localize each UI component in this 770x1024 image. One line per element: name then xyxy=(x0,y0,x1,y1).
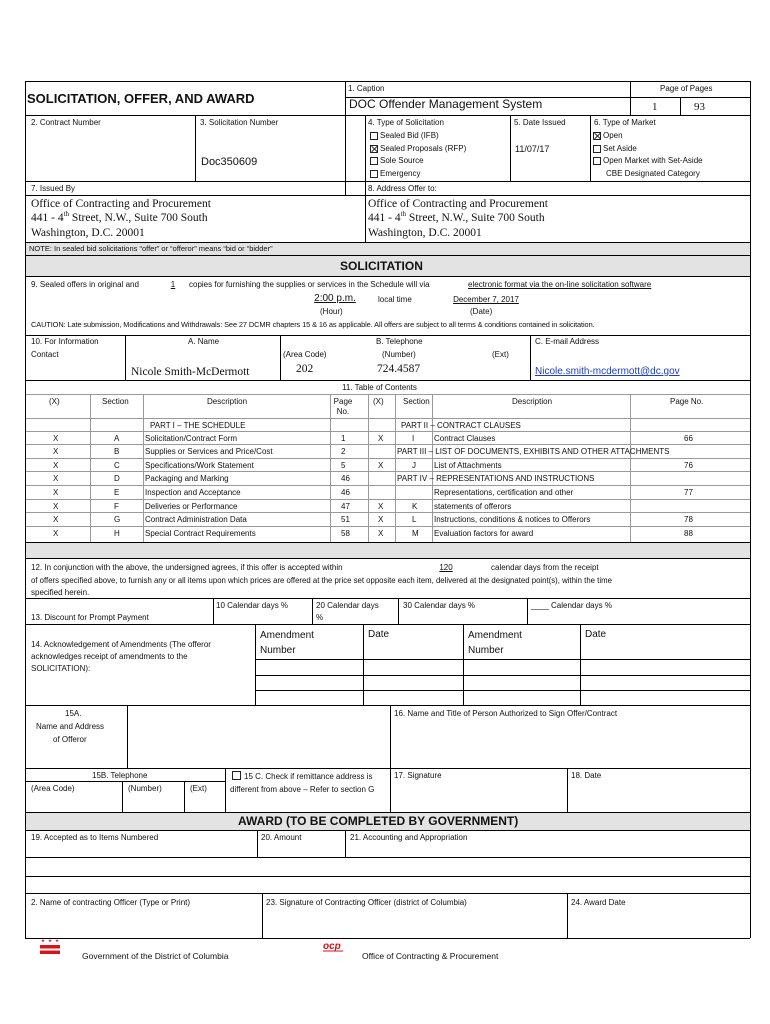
offer-text-d: specified herein. xyxy=(31,588,90,597)
toc-row-k-description-2: statements of offerors xyxy=(434,502,512,511)
contact-area-code[interactable]: 202 xyxy=(296,363,314,375)
toc-row-description: Specifications/Work Statement xyxy=(145,461,254,470)
date-issued[interactable]: 11/07/17 xyxy=(515,144,550,154)
toc-row-page: 51 xyxy=(341,515,350,524)
market-type-option-label: Open xyxy=(603,131,623,140)
toc-row-i-page: 66 xyxy=(684,434,693,443)
toc-row-k-description-1: Representations, certification and other xyxy=(434,488,574,497)
toc-row-x: X xyxy=(53,515,59,524)
toc-row-i-section: I xyxy=(412,434,415,443)
signature-label: 17. Signature xyxy=(394,771,442,780)
accepted-items-label: 19. Accepted as to Items Numbered xyxy=(31,833,159,842)
ocp-logo xyxy=(323,939,345,955)
issued-by-label: 7. Issued By xyxy=(31,184,76,193)
discount-10-days[interactable]: 10 Calendar days % xyxy=(216,601,289,610)
offeror-label-3: of Offeror xyxy=(53,735,87,744)
contracting-officer-name-label: 2. Name of contracting Officer (Type or Print) xyxy=(31,898,191,907)
solicitation-number-label: 3. Solicitation Number xyxy=(200,118,279,127)
market-type-option-label: Set Aside xyxy=(603,143,637,153)
toc-row-section: H xyxy=(114,529,120,538)
toc-part-3: PART III – LIST OF DOCUMENTS, EXHIBITS AND OTHER ATTACHMENTS xyxy=(397,447,670,456)
deadline-hour[interactable]: 2:00 p.m. xyxy=(314,293,356,304)
toc-row-k-page: 77 xyxy=(684,488,693,497)
toc-row-i-description: Contract Clauses xyxy=(434,434,496,443)
address-offer-line-1: Office of Contracting and Procurement xyxy=(368,198,548,210)
contact-number[interactable]: 724.4587 xyxy=(377,363,421,375)
toc-row-description: Supplies or Services and Price/Cost xyxy=(145,447,273,456)
deadline-date[interactable]: December 7, 2017 xyxy=(453,295,519,304)
market-type-label: 6. Type of Market xyxy=(594,118,656,127)
toc-col-section-right: Section xyxy=(403,397,430,406)
page-of-pages-label: Page of Pages xyxy=(660,84,713,93)
toc-row-section: G xyxy=(114,515,121,524)
email-label: C. E-mail Address xyxy=(535,337,600,346)
discount-30-days[interactable]: 30 Calendar days % xyxy=(403,601,476,610)
dc-flag-logo xyxy=(40,939,60,955)
toc-row-j-description: List of Attachments xyxy=(434,461,502,470)
offer-days[interactable]: 120 xyxy=(439,563,453,572)
offer-text-b: calendar days from the receipt xyxy=(491,563,599,572)
amendment-date-header-1: Date xyxy=(368,629,390,640)
sealed-offers-text-a: 9. Sealed offers in original and xyxy=(31,280,139,289)
copies-count[interactable]: 1 xyxy=(170,280,176,289)
caption-label: 1. Caption xyxy=(348,84,385,93)
info-contact-label: 10. For Information xyxy=(31,337,99,346)
offeror-number-label: (Number) xyxy=(128,784,162,793)
offer-text-a: 12. In conjunction with the above, the undersigned agrees, if this offer is accepted within xyxy=(31,563,343,572)
toc-heading: 11. Table of Contents xyxy=(342,383,417,392)
authorized-person-label: 16. Name and Title of Person Authorized to Sign Offer/Contract xyxy=(394,709,618,718)
toc-row-section: D xyxy=(114,474,120,483)
toc-row-section: E xyxy=(114,488,120,497)
caution-text: CAUTION: Late submission, Modifications and Withdrawals: See 27 DCMR chapters 15 & 16 as applicable. All offers are subject to all terms & conditions contained in solicitation. xyxy=(31,320,595,329)
toc-row-section: F xyxy=(114,502,119,511)
market-type-checkbox[interactable] xyxy=(593,145,601,153)
telephone-label: B. Telephone xyxy=(376,337,423,346)
toc-row-page: 46 xyxy=(341,488,350,497)
toc-row-page: 58 xyxy=(341,529,350,538)
toc-row-k-section: K xyxy=(412,502,418,511)
contact-name-label: A. Name xyxy=(188,337,220,346)
issued-by-line-3: Washington, D.C. 20001 xyxy=(31,227,145,239)
solicitation-type-checkbox[interactable] xyxy=(370,145,378,153)
cbe-category-label: CBE Designated Category xyxy=(606,169,700,178)
discount-20-days-pct: % xyxy=(316,613,324,622)
toc-row-x: X xyxy=(53,447,59,456)
toc-col-page-right: Page No. xyxy=(670,397,704,406)
amendment-number-header-2: Amendment Number xyxy=(468,630,522,656)
toc-row-m-page: 88 xyxy=(684,529,693,538)
ocp-logo-text: ocp xyxy=(323,941,341,952)
footer-ocp-text: Office of Contracting & Procurement xyxy=(362,951,499,961)
local-time-label: local time xyxy=(378,295,412,304)
toc-row-page: 1 xyxy=(341,434,346,443)
page-number[interactable]: 1 xyxy=(652,101,658,113)
contact-email-link[interactable]: Nicole.smith-mcdermott@dc.gov xyxy=(535,366,680,377)
toc-part-2: PART II – CONTRACT CLAUSES xyxy=(401,421,521,430)
solicitation-type-checkbox[interactable] xyxy=(370,132,378,140)
solicitation-type-option-label: Emergency xyxy=(380,168,421,178)
award-date-label: 24. Award Date xyxy=(571,898,626,907)
caption-value[interactable]: DOC Offender Management System xyxy=(349,97,543,111)
form-title: SOLICITATION, OFFER, AND AWARD xyxy=(27,91,255,106)
toc-row-x: X xyxy=(53,488,59,497)
toc-row-description: Inspection and Acceptance xyxy=(145,488,241,497)
solicitation-number[interactable]: Doc350609 xyxy=(201,156,258,168)
solicitation-method-link: electronic format via the on-line solicitation software xyxy=(468,280,652,289)
accounting-label: 21. Accounting and Appropriation xyxy=(350,833,468,842)
toc-col-page: Page No. xyxy=(333,397,353,416)
toc-row-x: X xyxy=(53,461,59,470)
solicitation-type-label: 4. Type of Solicitation xyxy=(368,118,444,127)
toc-row-l-description: Instructions, conditions & notices to Offerors xyxy=(434,515,591,524)
market-type-option-label: Open Market with Set-Aside xyxy=(603,156,703,166)
date-label: (Date) xyxy=(470,307,493,316)
sealed-offers-text-b: copies for furnishing the supplies or services in the Schedule will via xyxy=(189,280,430,289)
market-type-checkbox[interactable] xyxy=(593,157,601,165)
toc-col-section: Section xyxy=(102,397,129,406)
toc-row-x: X xyxy=(53,529,59,538)
toc-row-k-x: X xyxy=(378,502,384,511)
solicitation-type-checkbox[interactable] xyxy=(370,170,378,178)
address-offer-line-2: 441 - 4th Street, N.W., Suite 700 South xyxy=(368,210,545,224)
toc-row-description: Solicitation/Contract Form xyxy=(145,434,238,443)
offer-text-c: of offers specified above, to furnish any or all items upon which prices are offered at the price set opposite each item, delivered at the designated point(s), within the time xyxy=(31,576,612,585)
toc-row-m-section: M xyxy=(412,529,419,538)
offeror-label-1: 15A. xyxy=(65,709,82,718)
toc-row-x: X xyxy=(53,434,59,443)
toc-part-1: PART I – THE SCHEDULE xyxy=(150,421,246,430)
toc-col-description: Description xyxy=(207,397,248,406)
toc-row-x: X xyxy=(53,474,59,483)
hour-label: (Hour) xyxy=(320,307,343,316)
address-offer-line-3: Washington, D.C. 20001 xyxy=(368,227,482,239)
solicitation-type-option-label: Sealed Proposals (RFP) xyxy=(380,143,467,153)
amount-label: 20. Amount xyxy=(261,833,302,842)
toc-row-j-page: 76 xyxy=(684,461,693,470)
toc-row-page: 47 xyxy=(341,502,350,511)
toc-row-i-x: X xyxy=(378,434,384,443)
area-code-label: (Area Code) xyxy=(283,350,327,359)
discount-label: 13. Discount for Prompt Payment xyxy=(31,613,149,622)
toc-row-section: A xyxy=(114,434,120,443)
address-offer-label: 8. Address Offer to: xyxy=(368,184,437,193)
amendment-number-header-1: Amendment Number xyxy=(260,630,314,656)
footer-government-text: Government of the District of Columbia xyxy=(82,951,229,961)
offeror-telephone-label: 15B. Telephone xyxy=(92,771,148,780)
toc-row-x: X xyxy=(53,502,59,511)
toc-row-description: Contract Administration Data xyxy=(145,515,247,524)
contract-number-label: 2. Contract Number xyxy=(31,118,101,127)
toc-row-section: C xyxy=(114,461,120,470)
contact-name[interactable]: Nicole Smith-McDermott xyxy=(131,366,250,378)
toc-row-m-x: X xyxy=(378,529,384,538)
date-issued-label: 5. Date Issued xyxy=(514,118,566,127)
award-heading: AWARD (TO BE COMPLETED BY GOVERNMENT) xyxy=(238,814,519,828)
toc-row-j-x: X xyxy=(378,461,384,470)
market-type-checkbox[interactable] xyxy=(593,132,601,140)
toc-row-page: 2 xyxy=(341,447,346,456)
issued-by-line-2: 441 - 4th Street, N.W., Suite 700 South xyxy=(31,210,208,224)
toc-row-page: 46 xyxy=(341,474,350,483)
contact-label: Contact xyxy=(31,350,59,359)
toc-row-description: Deliveries or Performance xyxy=(145,502,238,511)
toc-col-x-right: (X) xyxy=(373,397,384,406)
offeror-area-code-label: (Area Code) xyxy=(31,784,75,793)
total-pages[interactable]: 93 xyxy=(694,101,705,113)
toc-part-4: PART IV – REPRESENTATIONS AND INSTRUCTIONS xyxy=(397,474,595,483)
toc-row-l-x: X xyxy=(378,515,384,524)
offeror-label-2: Name and Address xyxy=(36,722,105,731)
offer-date-label: 18. Date xyxy=(571,771,602,780)
toc-row-section: B xyxy=(114,447,120,456)
toc-row-page: 5 xyxy=(341,461,346,470)
toc-row-m-description: Evaluation factors for award xyxy=(434,529,534,538)
discount-other-days[interactable]: ____ Calendar days % xyxy=(531,601,612,610)
amendment-date-header-2: Date xyxy=(585,629,607,640)
issued-by-line-1: Office of Contracting and Procurement xyxy=(31,198,211,210)
ext-label: (Ext) xyxy=(492,350,509,359)
toc-row-description: Packaging and Marking xyxy=(145,474,229,483)
offeror-ext-label: (Ext) xyxy=(190,784,207,793)
toc-col-description-right: Description xyxy=(512,397,553,406)
toc-row-l-page: 78 xyxy=(684,515,693,524)
toc-row-description: Special Contract Requirements xyxy=(145,529,256,538)
toc-col-x: (X) xyxy=(49,397,60,406)
remittance-label: 15 C. Check if remittance address is different from above – Refer to section G xyxy=(230,772,375,794)
solicitation-type-option-label: Sole Source xyxy=(380,156,424,166)
bid-note: NOTE: In sealed bid solicitations “offer” or “offeror” means “bid or “bidder” xyxy=(29,244,273,253)
discount-20-days[interactable]: 20 Calendar days xyxy=(316,601,379,610)
amendments-ack-label: 14. Acknowledgement of Amendments (The offeror acknowledges receipt of amendments to the SOLICITATION): xyxy=(31,640,211,673)
toc-row-l-section: L xyxy=(412,515,417,524)
solicitation-type-checkbox[interactable] xyxy=(370,157,378,165)
solicitation-type-option-label: Sealed Bid (IFB) xyxy=(380,131,439,140)
toc-spacer-band xyxy=(25,543,750,558)
solicitation-heading: SOLICITATION xyxy=(340,259,423,273)
toc-row-j-section: J xyxy=(412,461,416,470)
contracting-officer-signature-label: 23. Signature of Contracting Officer (district of Columbia) xyxy=(266,898,467,907)
number-label: (Number) xyxy=(382,350,416,359)
